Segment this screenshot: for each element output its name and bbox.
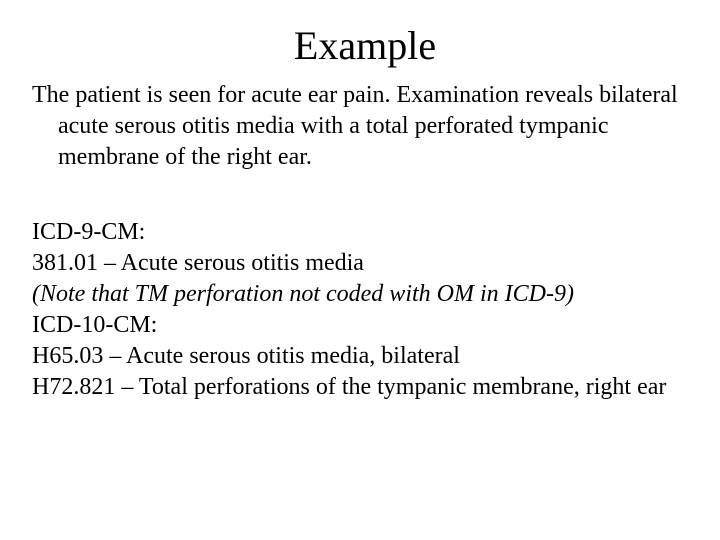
- icd10-heading: ICD-10-CM:: [32, 312, 158, 338]
- icd9-heading: ICD-9-CM:: [32, 219, 146, 245]
- icd10-code-item: H72.821 – Total perforations of the tympanic membrane, right ear: [32, 374, 667, 400]
- spacer: [32, 173, 692, 217]
- slide-title: Example: [293, 23, 437, 68]
- slide-body: [32, 80, 692, 403]
- case-description: The patient is seen for acute ear pain. Examination reveals bilateral acute serous otitis media with a total perforated tympanic membrane of the right ear.: [32, 82, 678, 170]
- icd10-code-item: H65.03 – Acute serous otitis media, bilateral: [32, 343, 460, 369]
- icd9-note: (Note that TM perforation not coded with OM in ICD-9): [32, 281, 574, 307]
- icd9-code-item: 381.01 – Acute serous otitis media: [32, 250, 364, 276]
